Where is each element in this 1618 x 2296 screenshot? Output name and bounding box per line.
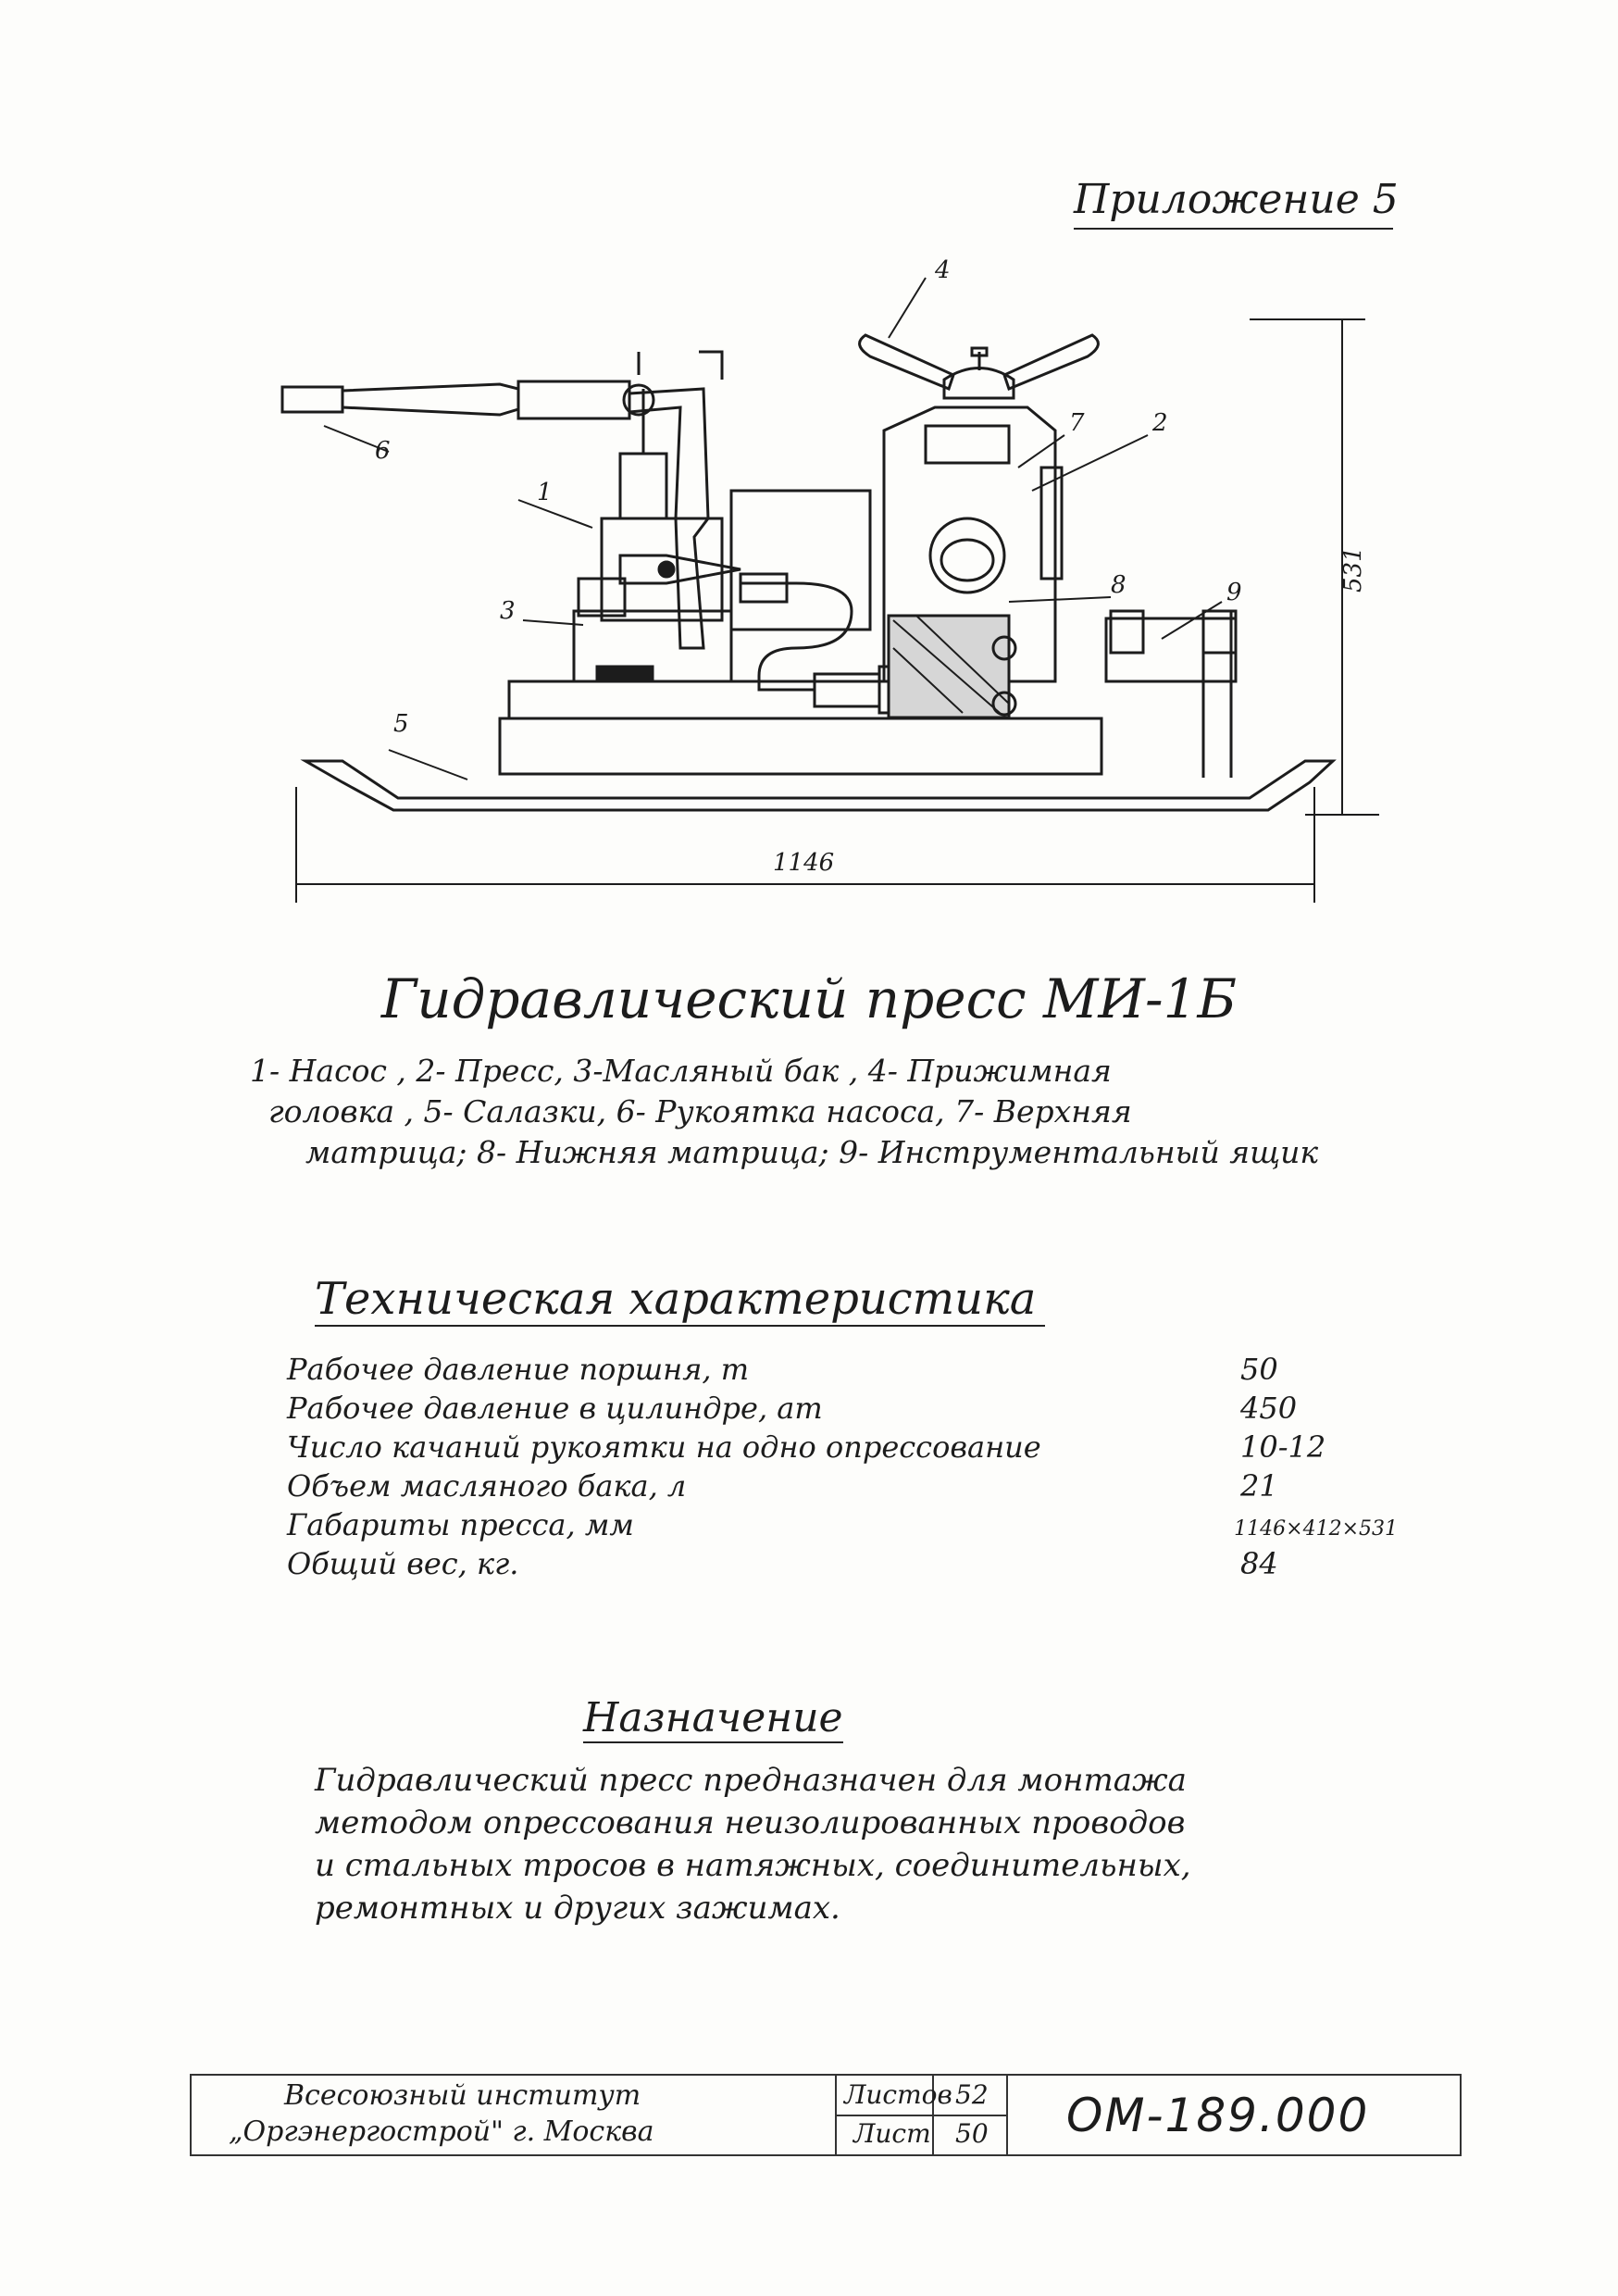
spec-value: 10-12 <box>1240 1429 1326 1465</box>
purpose-line: и стальных тросов в натяжных, соединительных, <box>315 1847 1191 1884</box>
spec-value: 21 <box>1240 1468 1278 1504</box>
spec-value: 1146×412×531 <box>1234 1517 1398 1541</box>
spec-row <box>287 1546 1398 1585</box>
organization-line: Всесоюзный институт <box>284 2079 641 2112</box>
callout-7: 7 <box>1069 409 1085 437</box>
frame-lower <box>500 718 1101 774</box>
spec-label: Рабочее давление поршня, т <box>287 1352 750 1387</box>
callout-9: 9 <box>1226 579 1242 606</box>
tool-box <box>1106 618 1236 681</box>
document-title: Гидравлический пресс МИ-1Б <box>380 967 1238 1030</box>
spec-label: Рабочее давление в цилиндре, ат <box>287 1391 823 1426</box>
sheets-value: 52 <box>955 2079 989 2110</box>
title-block <box>190 2074 1462 2156</box>
spec-label: Число качаний рукоятки на одно опрессование <box>287 1429 1041 1465</box>
purpose-line: Гидравлический пресс предназначен для монтажа <box>315 1762 1187 1799</box>
spec-label: Габариты пресса, мм <box>287 1507 634 1542</box>
press-drawing <box>0 0 1618 926</box>
callout-5: 5 <box>393 710 409 738</box>
clamp-wing-right <box>1004 335 1098 389</box>
spec-value: 450 <box>1240 1391 1298 1426</box>
spec-row <box>287 1391 1398 1429</box>
sheet-value: 50 <box>955 2118 989 2149</box>
parts-legend <box>250 1051 1388 1173</box>
callout-6: 6 <box>375 437 391 465</box>
specs-title: Техническая характеристика <box>315 1273 1045 1327</box>
spec-value: 50 <box>1240 1352 1278 1387</box>
document-code: ОМ-189.000 <box>1066 2089 1370 2142</box>
purpose-title: Назначение <box>583 1694 843 1741</box>
callout-1: 1 <box>537 479 553 506</box>
spec-row <box>287 1429 1398 1468</box>
purpose-text <box>315 1759 1296 1929</box>
spec-row <box>287 1352 1398 1391</box>
callout-2: 2 <box>1152 409 1168 437</box>
sheet-label: Лист <box>853 2118 931 2149</box>
legend-line: 1- Насос , 2- Пресс, 3-Масляный бак , 4- Прижимная <box>250 1053 1112 1089</box>
frame-upper <box>509 681 898 718</box>
specs-table <box>287 1352 1398 1585</box>
callout-8: 8 <box>1111 571 1126 599</box>
spec-label: Общий вес, кг. <box>287 1546 519 1581</box>
organization-line: „Оргэнергострой" г. Москва <box>229 2115 654 2148</box>
legend-line: матрица; 8- Нижняя матрица; 9- Инструментальный ящик <box>305 1134 1319 1170</box>
pump-handle <box>282 387 342 412</box>
sheets-label: Листов <box>844 2079 952 2110</box>
purpose-line: ремонтных и других зажимах. <box>315 1890 840 1927</box>
legend-line: головка , 5- Салазки, 6- Рукоятка насоса, 7- Верхняя <box>268 1093 1132 1129</box>
callout-3: 3 <box>500 597 516 625</box>
spec-label: Объем масляного бака, л <box>287 1468 687 1504</box>
purpose-line: методом опрессования неизолированных проводов <box>315 1804 1186 1841</box>
clamp-wing-left <box>860 335 953 389</box>
spec-row <box>287 1507 1398 1546</box>
spec-row <box>287 1468 1398 1507</box>
skid-runner <box>305 761 1333 810</box>
spec-value: 84 <box>1240 1546 1278 1581</box>
dimension-height: 531 <box>1339 546 1367 593</box>
appendix-label: Приложение 5 <box>1074 176 1399 223</box>
callout-4: 4 <box>935 256 951 284</box>
dimension-width: 1146 <box>773 849 835 877</box>
